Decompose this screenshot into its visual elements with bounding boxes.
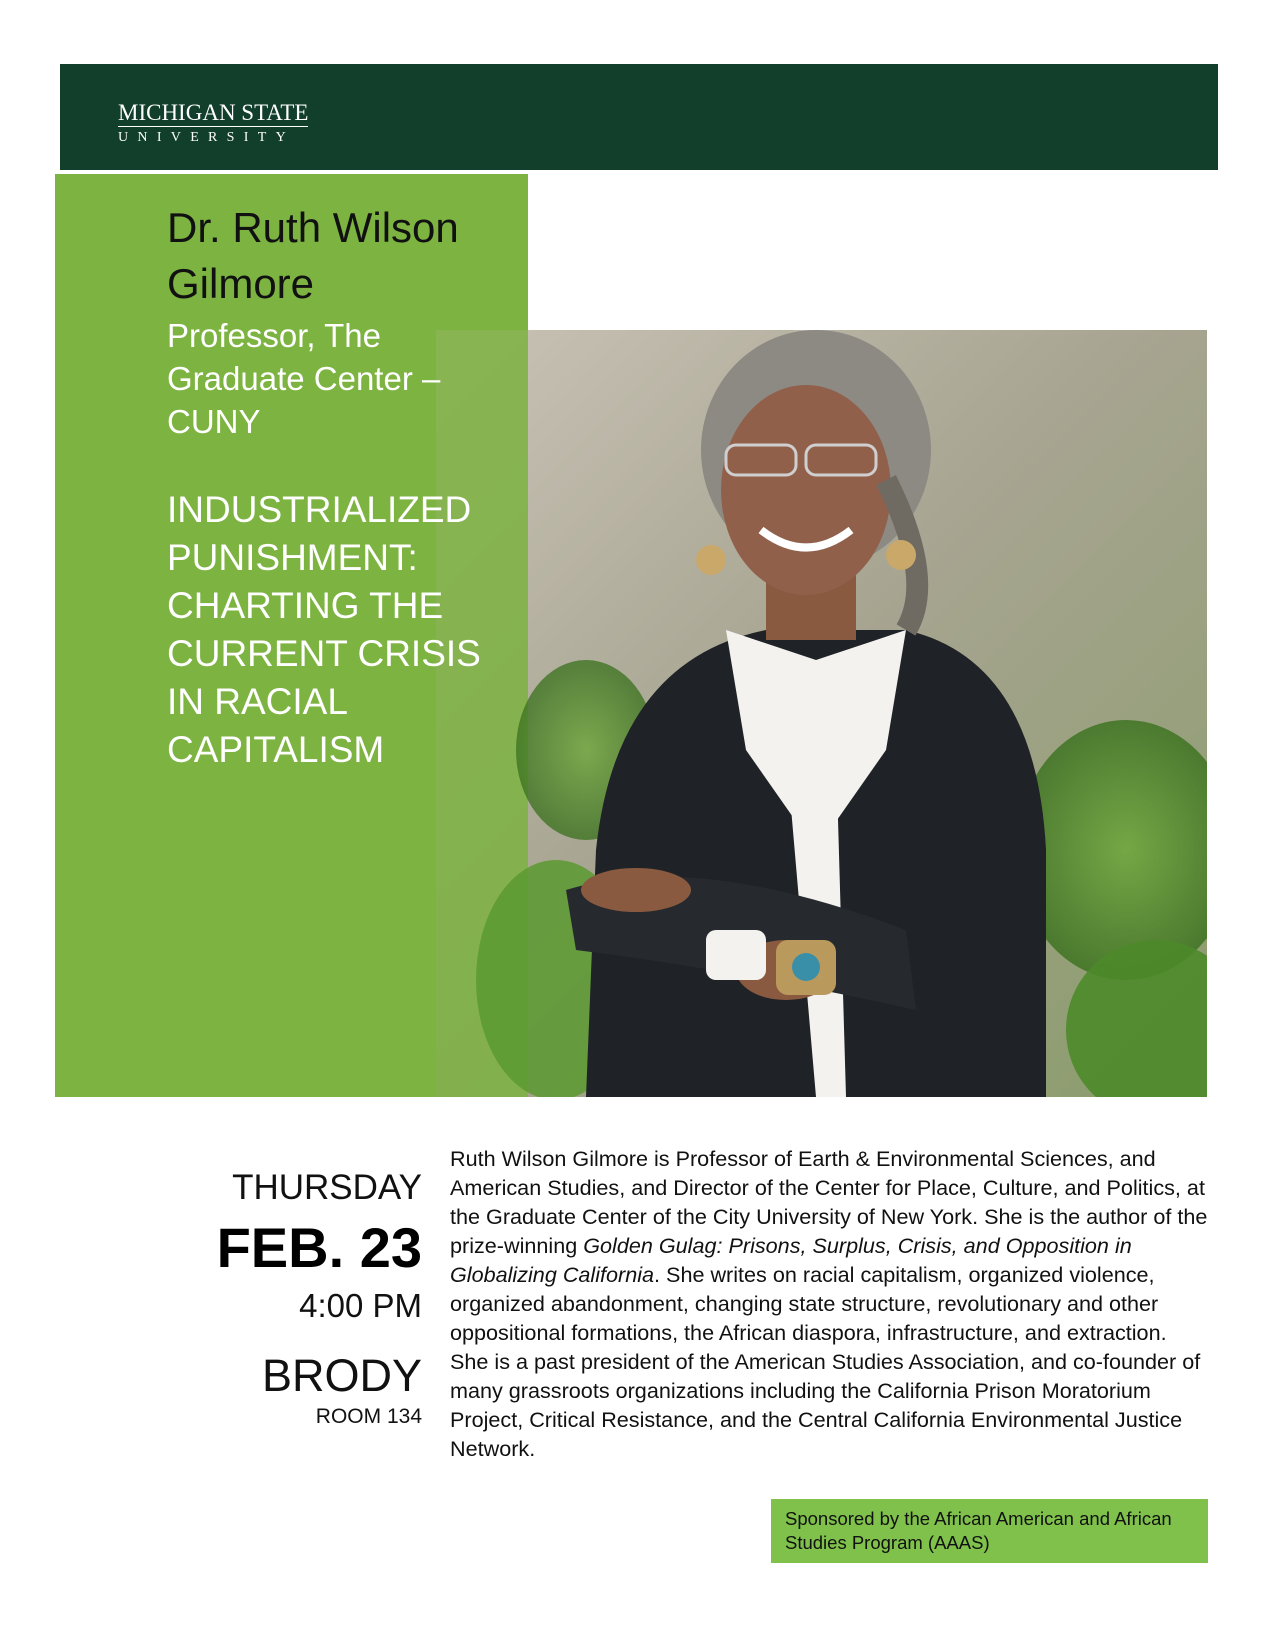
sponsor-text: Sponsored by the African American and African Studies Program (AAAS) [785, 1508, 1172, 1553]
logo-line2: UNIVERSITY [118, 130, 295, 145]
logo-line1: MICHIGAN STATE [118, 100, 309, 125]
speaker-title: Professor, The Graduate Center – CUNY [167, 317, 441, 440]
talk-title: INDUSTRIALIZED PUNISHMENT: CHARTING THE CURRENT CRISIS IN RACIAL CAPITALISM [167, 489, 481, 770]
msu-logo [118, 101, 308, 147]
event-time: 4:00 PM [299, 1287, 422, 1324]
speaker-photo [436, 330, 1207, 1097]
event-room: ROOM 134 [315, 1405, 422, 1428]
bio-text-part1: Ruth Wilson Gilmore is Professor of Earth & Environmental Sciences, and American Studies, and Director of the Center for Place, Culture, and Politics, at the Graduate Center of the City University of New York. She is the author of the prize-winning [450, 1146, 1208, 1258]
event-date: FEB. 23 [216, 1216, 422, 1279]
sponsor-box [771, 1499, 1208, 1563]
event-details [217, 1164, 422, 1430]
header-bar [60, 64, 1218, 170]
speaker-name: Dr. Ruth Wilson Gilmore [167, 204, 459, 307]
speaker-bio [450, 1144, 1210, 1463]
bio-text-part2: . She writes on racial capitalism, organized violence, organized abandonment, changing state structure, revolutionary and other oppositional formations, the African diaspora, infrastructure, and extraction. She is a past president of the American Studies Association, and co-founder of many grassroots organizations including the California Prison Moratorium Project, Critical Resistance, and the Central California Environmental Justice Network. [450, 1262, 1201, 1461]
book-title: Golden Gulag: Prisons, Surplus, Crisis, and Opposition in Globalizing California [450, 1233, 1132, 1287]
event-day: THURSDAY [232, 1168, 422, 1207]
event-building: BRODY [261, 1350, 422, 1401]
